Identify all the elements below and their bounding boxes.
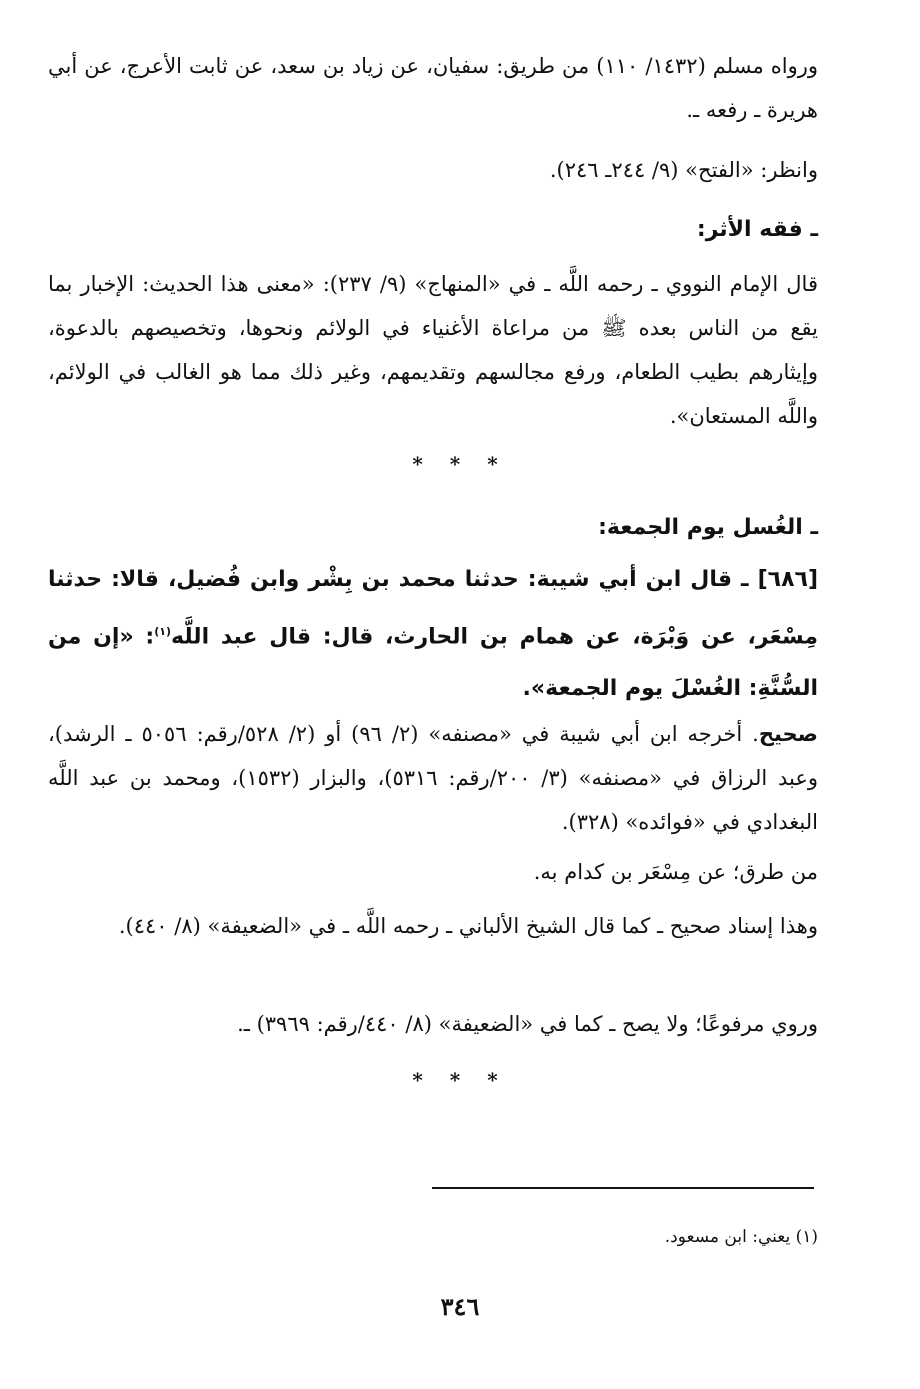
- paragraph-takhrij: [48, 712, 818, 844]
- paragraph-albani: وهذا إسناد صحيح ـ كما قال الشيخ الألباني ـ رحمه اللَّه ـ في «الضعيفة» (٨/ ٤٤٠).: [118, 914, 818, 938]
- takhrij-text: . أخرجه ابن أبي شيبة في «مصنفه» (٢/ ٩٦) أو (٢/ ٥٢٨/رقم: ٥٠٥٦ ـ الرشد)، وعبد الرزاق في «مصنفه» (٣/ ٢٠٠/رقم: ٥٣١٦)، والبزار (١٥٣٢)، ومحمد بن عبد اللَّه البغدادي في «فوائده» (٣٢٨).: [48, 722, 818, 834]
- paragraph-nawawi-quote: قال الإمام النووي ـ رحمه اللَّه ـ في «المنهاج» (٩/ ٢٣٧): «معنى هذا الحديث: الإخبار بما يقع من الناس بعده ﷺ من مراعاة الأغنياء في الولائم ونحوها، وتخصيصهم بالدعوة، وإيثارهم بطيب الطعام، ورفع مجالسهم وتقديمهم، وغير ذلك مما هو الغالب في الولائم، واللَّه المستعان».: [48, 272, 818, 428]
- heading-ghusl-jumuah: ـ الغُسل يوم الجمعة:: [598, 515, 818, 540]
- paragraph-turuq: من طرق؛ عن مِسْعَر بن كدام به.: [533, 860, 818, 884]
- section-separator: * * *: [412, 1068, 508, 1092]
- footnote-divider: [432, 1187, 814, 1189]
- paragraph-see-fath: وانظر: «الفتح» (٩/ ٢٤٤ـ ٢٤٦).: [549, 158, 818, 182]
- section-separator: * * *: [412, 452, 508, 476]
- hadith-686: [48, 554, 818, 715]
- hadith-chain: [٦٨٦] ـ قال ابن أبي شيبة: حدثنا محمد بن بِشْر وابن فُضيل، قالا: حدثنا مِسْعَر، عن وَبْرَة، عن همام بن الحارث، قال: قال عبد اللَّه: [48, 567, 818, 650]
- footnote-reference: (١): [154, 625, 171, 638]
- grade-label: صحيح: [758, 722, 818, 746]
- footnote: (١) يعني: ابن مسعود.: [664, 1227, 818, 1247]
- hadith-text: : «إن من السُّنَّةِ: الغُسْلَ يوم الجمعة».: [48, 624, 818, 702]
- heading-fiqh-athar: ـ فقه الأثر:: [696, 217, 818, 242]
- page-number: ٣٤٦: [440, 1292, 480, 1321]
- paragraph-muslim-narration: ورواه مسلم (١٤٣٢/ ١١٠) من طريق: سفيان، عن زياد بن سعد، عن ثابت الأعرج، عن أبي هريرة ـ رفعه ـ.: [48, 54, 818, 122]
- paragraph-marfu: وروي مرفوعًا؛ ولا يصح ـ كما في «الضعيفة» (٨/ ٤٤٠/رقم: ٣٩٦٩) ـ.: [237, 1012, 818, 1036]
